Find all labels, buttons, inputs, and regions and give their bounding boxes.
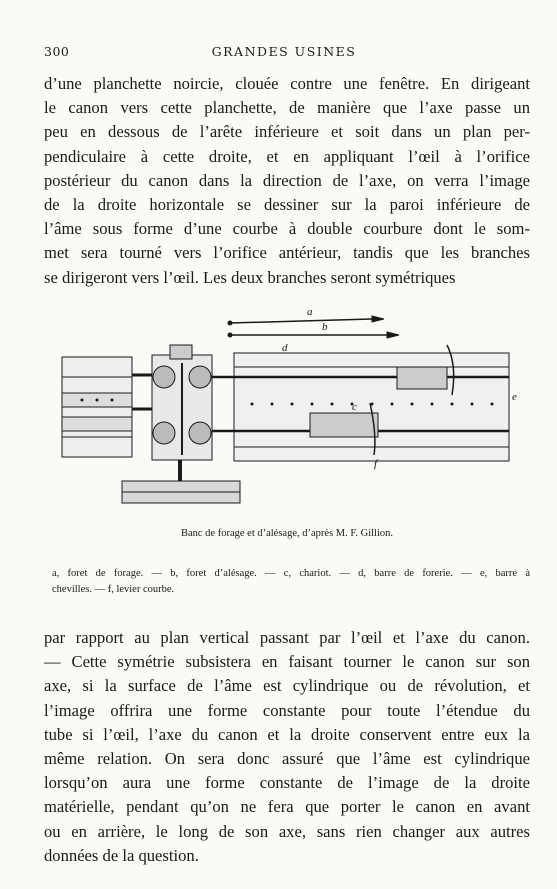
label-b: b [322, 321, 328, 333]
drill-a-line [230, 319, 372, 323]
running-header [44, 42, 524, 62]
text-line: données de la question. [44, 845, 199, 865]
boring-bench-figure [52, 305, 522, 515]
label-f: f [374, 458, 378, 470]
text-line: d’une planchette noircie, clouée contre une fenêtre. En dirigeant [44, 74, 530, 93]
text-line: matérielle, pendant qu’on ne fera que porter le canon en avant [44, 797, 530, 817]
text-line: peu en dessous de l’arête inférieure et soit dans un plan per- [44, 122, 530, 142]
drill-a-end [228, 321, 232, 325]
text-line: axe, si la surface de l’âme est cylindrique ou de révolution, et [44, 676, 530, 696]
text-line: de la droite horizontale se dessiner sur la paroi inférieure de [44, 194, 530, 214]
paragraph-bottom [44, 626, 530, 868]
label-d: d [282, 342, 288, 354]
chariot-lower [310, 413, 378, 437]
text-line: l’âme sous forme d’une courbe à double courbure dont le som- [44, 219, 530, 239]
drill-b-tip [387, 332, 399, 338]
text-line: le canon vers cette planchette, de manière que l’axe passe un [44, 98, 530, 118]
text-line: se dirigeront vers l’œil. Les deux branches seront symétriques [44, 267, 456, 287]
drill-b-end [228, 333, 232, 337]
page-number: 300 [44, 44, 70, 59]
text-line: pendiculaire à cette droite, et en appliquant l’œil à l’orifice [44, 146, 530, 166]
drill-a-tip [372, 316, 384, 322]
text-line: — Cette symétrie subsistera en faisant tourner le canon sur son [44, 652, 530, 672]
text-line: même relation. On sera donc assuré que l’âme est cylindrique [44, 748, 530, 768]
text-line: chevilles. — f, levier courbe. [52, 584, 175, 595]
text-line: met sera tourné vers l’orifice antérieur, tandis que les branches [44, 243, 530, 263]
text-line: ou en arrière, le long de son axe, sans rien changer aux autres [44, 821, 530, 841]
text-line: l’image offrira une forme constante pour toute l’étendue du [44, 700, 530, 720]
text-line: tube si l’œil, l’axe du canon et la droite conservent entre eux la [44, 724, 530, 744]
text-line: postérieur du canon dans la direction de l’axe, on verra l’image [44, 170, 530, 190]
figure-legend [52, 566, 530, 598]
text-line: a, foret de forage. — b, foret d’alésage. — c, chariot. — d, barre de forerie. — e, barre à [52, 568, 530, 579]
label-c: c [352, 401, 357, 413]
label-e: e [512, 391, 517, 403]
text-line: lorsqu’on aura une forme constante de l’image de la droite [44, 773, 530, 793]
text-line: par rapport au plan vertical passant par l’œil et l’axe du canon. [44, 628, 530, 647]
label-a: a [307, 306, 313, 318]
figure-caption: Banc de forage et d’alésage, d’après M. F. Gillion. [180, 528, 393, 539]
paragraph-top [44, 72, 530, 290]
running-title: GRANDES USINES [211, 44, 357, 59]
chariot-upper [397, 367, 447, 389]
